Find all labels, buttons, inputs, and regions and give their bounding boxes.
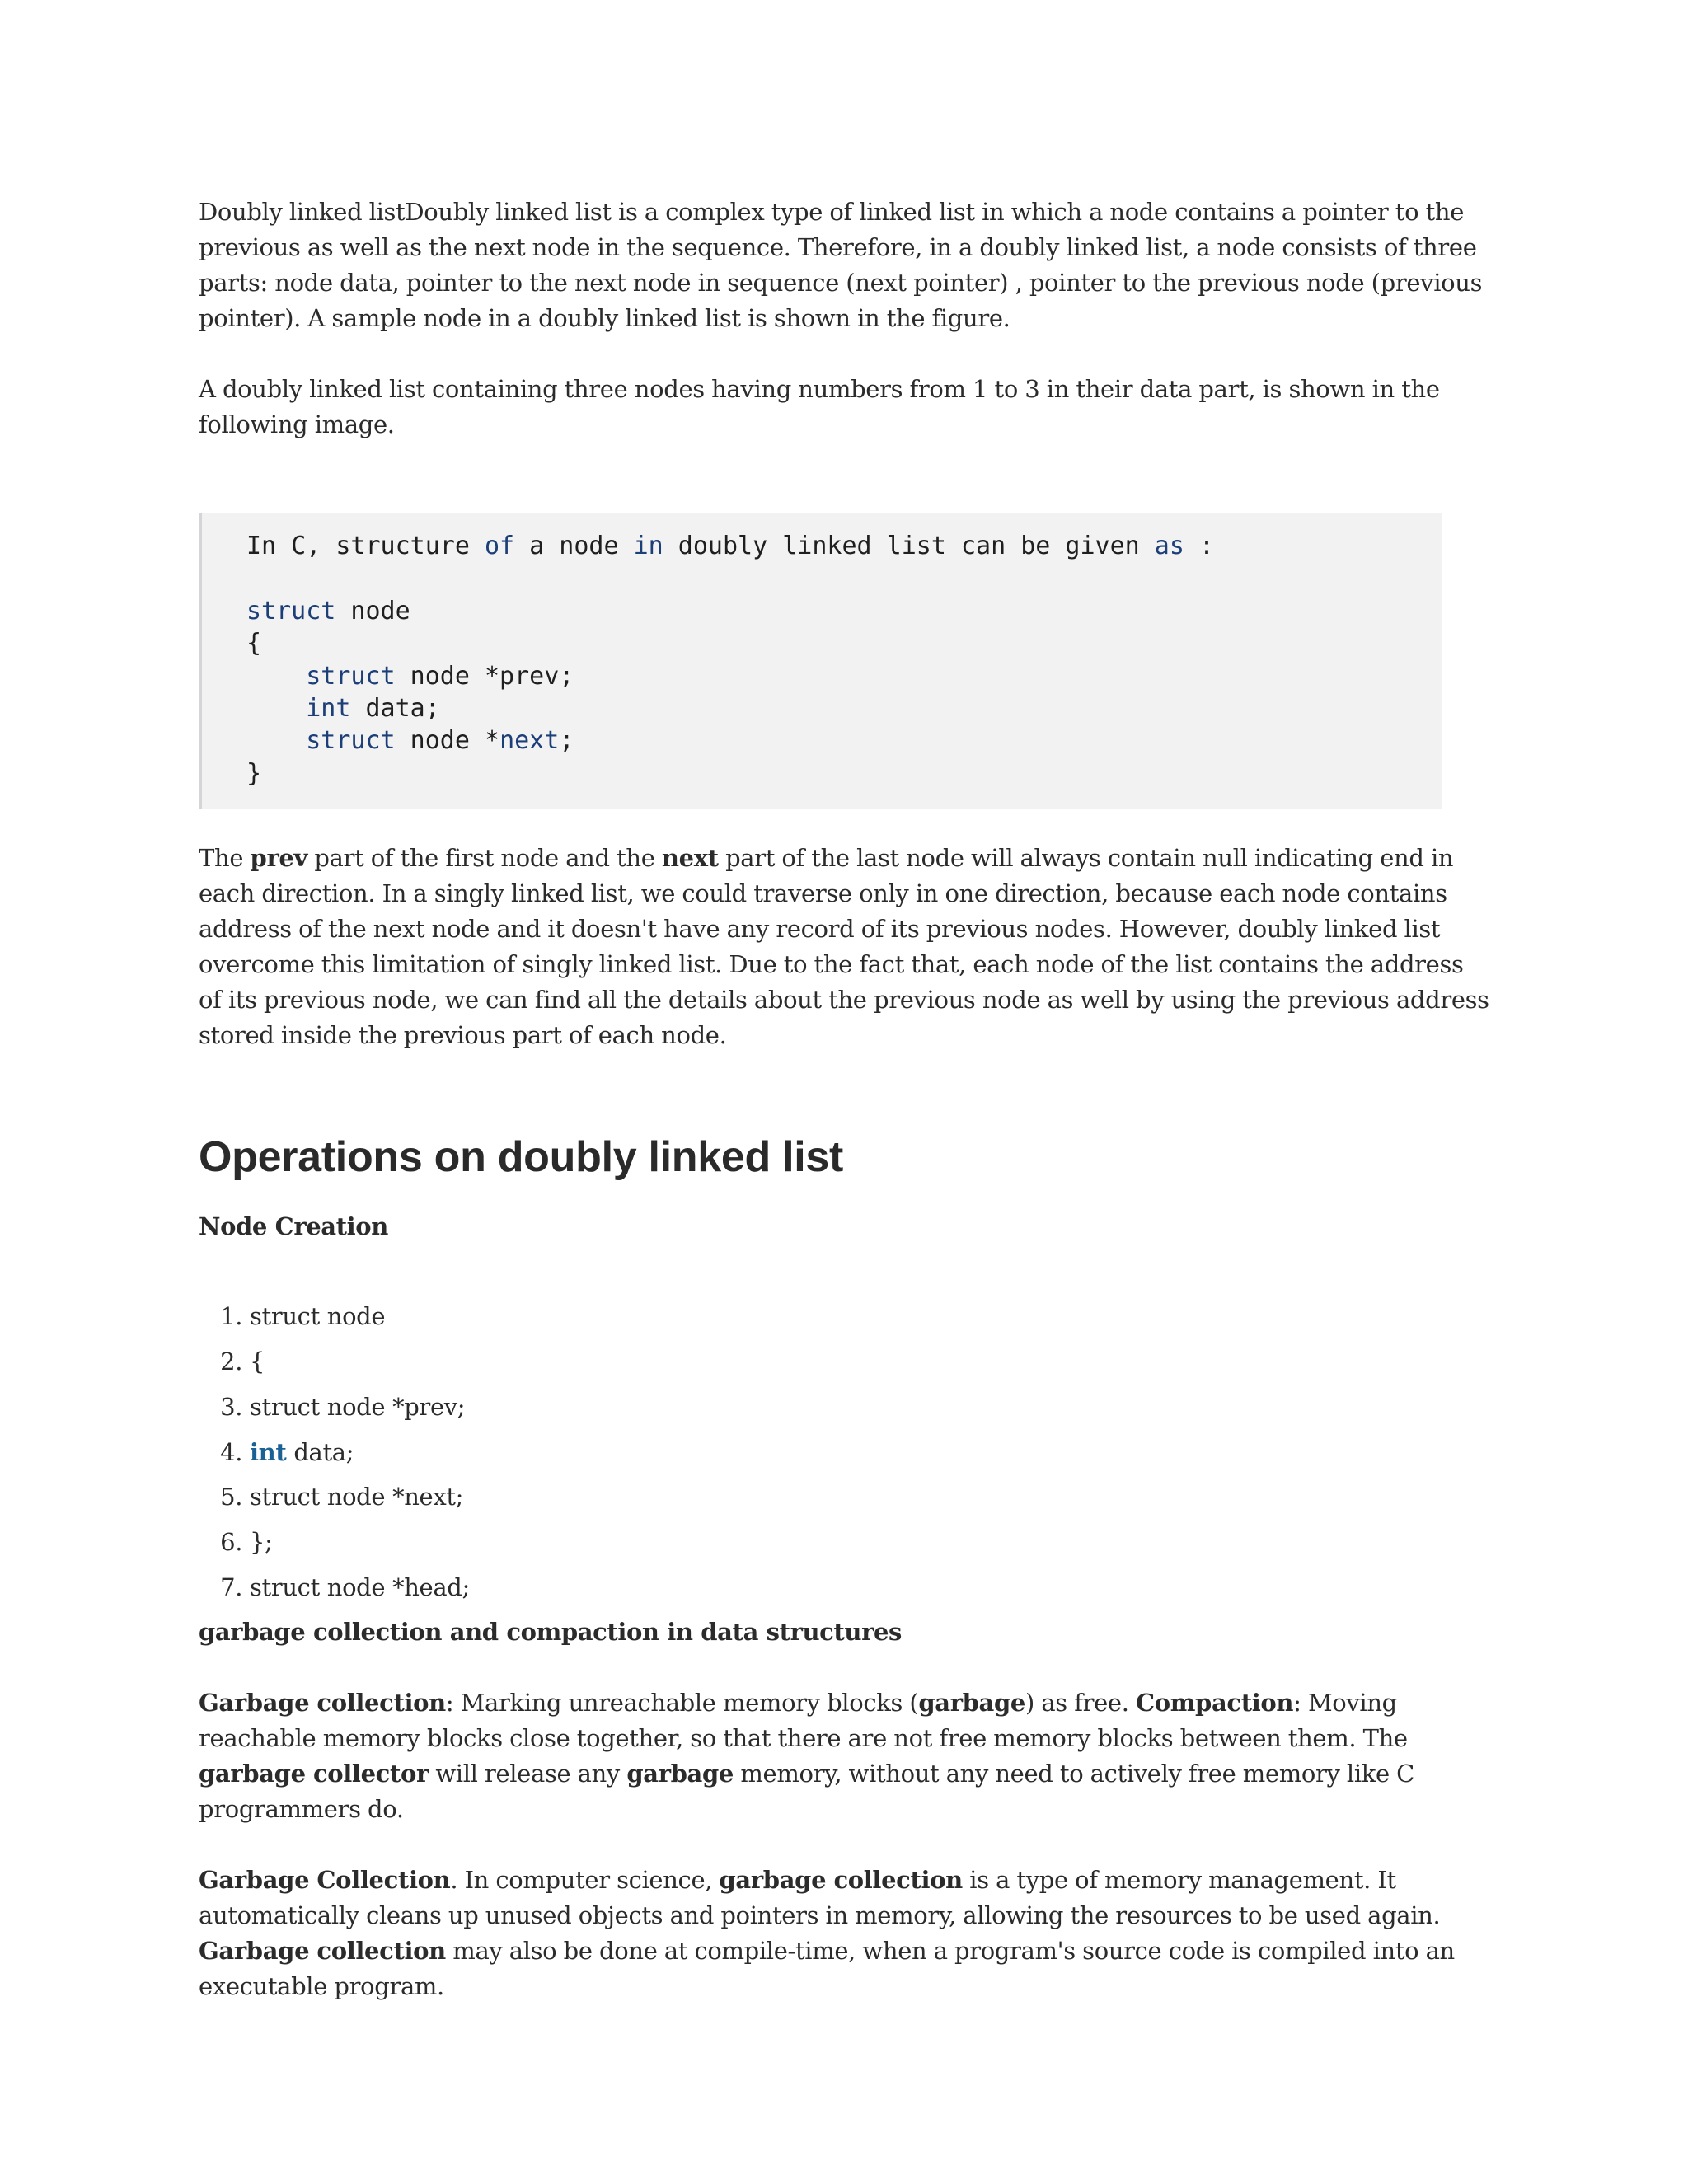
bold-term: garbage collection <box>719 1865 963 1894</box>
node-creation-list <box>199 1294 1489 1610</box>
code-keyword: struct <box>306 726 396 756</box>
int-keyword: int <box>250 1437 287 1466</box>
document-page <box>199 194 1489 2004</box>
paragraph-text: ) as free. <box>1025 1688 1136 1717</box>
code-text: doubly linked list can be given <box>663 532 1155 560</box>
garbage-collection-heading: garbage collection and compaction in data structures <box>199 1617 902 1646</box>
code-block-text <box>246 530 1442 790</box>
paragraph-text: . In computer science, <box>450 1865 720 1894</box>
code-keyword: next <box>499 726 560 756</box>
code-text: node <box>335 596 410 626</box>
list-item <box>250 1430 1489 1475</box>
paragraph-text: : Marking unreachable memory blocks ( <box>445 1688 919 1717</box>
bold-term: garbage collector <box>199 1759 429 1788</box>
code-keyword: struct <box>246 596 336 626</box>
code-text: { <box>246 629 262 658</box>
list-item: 7. struct node *head; <box>250 1565 1489 1610</box>
bold-term: Garbage collection <box>199 1688 446 1717</box>
paragraph-text: The <box>199 844 251 873</box>
paragraph-text: is a type of memory management. It automatically cleans up unused objects and pointers in memory, allowing the resources to be used again. <box>199 1865 1441 1929</box>
list-item-text: data; <box>293 1437 354 1466</box>
code-text: data; <box>350 694 440 724</box>
paragraph-text: may also be done at compile-time, when a program's source code is compiled into an executable program. <box>199 1936 1455 2000</box>
code-keyword: as <box>1154 532 1184 560</box>
code-text: node * <box>395 726 500 756</box>
code-text: a node <box>514 532 634 560</box>
node-creation-heading: Node Creation <box>199 1212 388 1241</box>
list-item: 3. struct node *prev; <box>250 1385 1489 1430</box>
garbage-collection-paragraph <box>199 1685 1489 1827</box>
paragraph-text: will release any <box>428 1759 627 1788</box>
code-text: In C, structure <box>246 532 485 560</box>
bold-term: prev <box>250 844 307 873</box>
paragraph-text: : Moving reachable memory blocks close together, so that there are not free memory blocks between them. The <box>199 1688 1408 1752</box>
list-item: 5. struct node *next; <box>250 1474 1489 1520</box>
bold-term: garbage <box>918 1688 1026 1717</box>
code-keyword: in <box>633 532 663 560</box>
intro-paragraph: Doubly linked listDoubly linked list is a complex type of linked list in which a node contains a pointer to the previous as well as the next node in the sequence. Therefore, in a doubly linked list, a node consists of three parts: node data, pointer to the next node in sequence (next pointer) , pointer to the previous node (previous pointer). A sample node in a doubly linked list is shown in the figure. <box>199 198 1483 332</box>
prev-next-paragraph <box>199 841 1489 1053</box>
bold-term: Garbage Collection <box>199 1865 451 1894</box>
code-text: } <box>246 758 262 788</box>
paragraph-text: part of the first node and the <box>307 844 662 873</box>
bold-term: garbage <box>626 1759 734 1788</box>
code-text: : <box>1184 532 1215 560</box>
list-item: 2. { <box>250 1339 1489 1385</box>
code-keyword: struct <box>306 661 396 691</box>
code-keyword: int <box>306 694 351 724</box>
code-text: ; <box>559 726 574 756</box>
garbage-collection-definition-paragraph <box>199 1863 1489 2004</box>
bold-term: Compaction <box>1135 1688 1294 1717</box>
code-text: node *prev; <box>395 661 574 691</box>
list-item: 1. struct node <box>250 1294 1489 1339</box>
paragraph-text: part of the last node will always contain null indicating end in each direction. In a singly linked list, we could traverse only in one direction, because each node contains address of the next node and it doesn't have any record of its previous nodes. However, doubly linked list overcome this limitation of singly linked list. Due to the fact that, each node of the list contains the address of its previous node, we can find all the details about the previous node as well by using the previous address stored inside the previous part of each node. <box>199 844 1489 1050</box>
bold-term: Garbage collection <box>199 1936 446 1965</box>
bold-term: next <box>661 844 719 873</box>
paragraph-text: memory, without any need to actively free memory like C programmers do. <box>199 1759 1415 1823</box>
intro-image-caption: A doubly linked list containing three nodes having numbers from 1 to 3 in their data part, is shown in the following image. <box>199 375 1440 438</box>
section-heading: Operations on doubly linked list <box>199 1133 844 1182</box>
code-block <box>199 513 1442 809</box>
list-item: 6. }; <box>250 1520 1489 1565</box>
code-keyword: of <box>484 532 515 560</box>
